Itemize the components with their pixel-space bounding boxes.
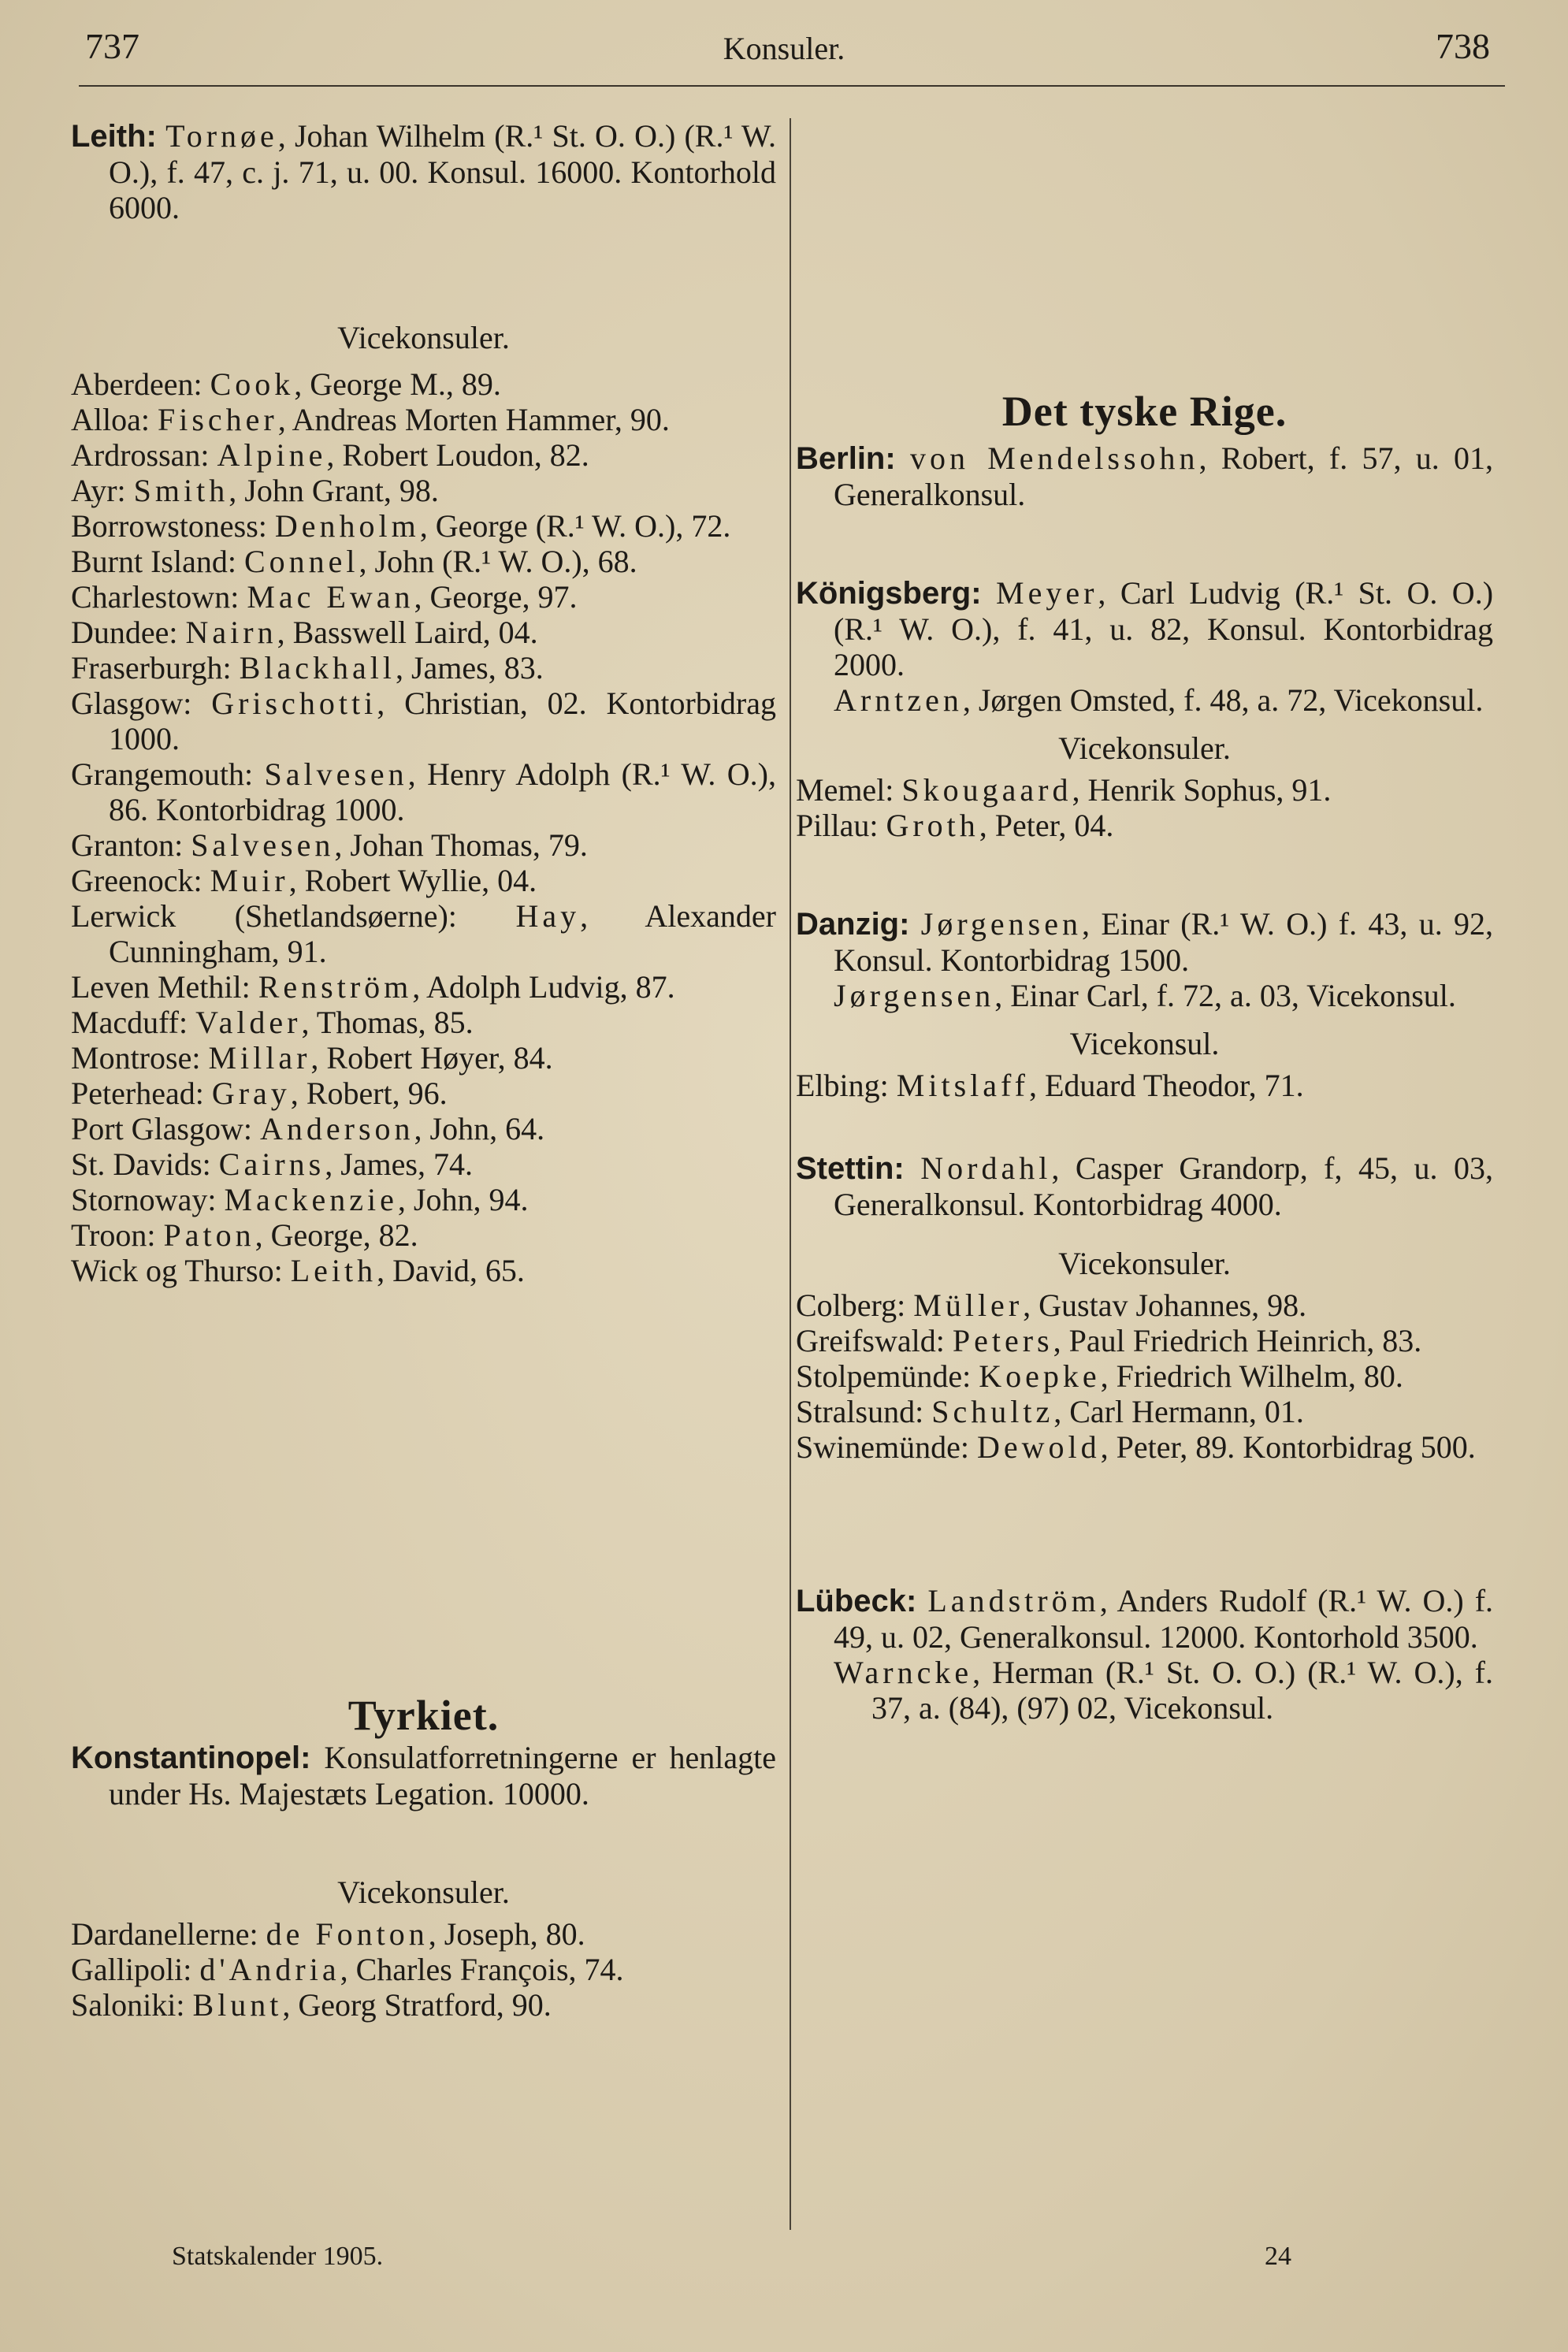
left-column [71,118,776,2023]
entry: Swinemünde: Dewold, Peter, 89. Kontorbidrag 500. [796,1429,1476,1465]
entry: Königsberg: Meyer, Carl Ludvig (R.¹ St. O. O.) (R.¹ W. O.), f. 41, u. 82, Konsul. Kontorbidrag 2000. [796,575,1494,682]
right-column [796,118,1493,1726]
entry: Peterhead: Gray, Robert, 96. [71,1076,448,1111]
country-heading: Tyrkiet. [347,1692,500,1739]
country-heading: Det tyske Rige. [1001,388,1287,435]
footer-left: Statskalender 1905. [172,2242,384,2271]
entry: Fraserburgh: Blackhall, James, 83. [71,650,544,686]
footer-right: 24 [1265,2242,1291,2271]
entry: Macduff: Valder, Thomas, 85. [71,1005,474,1040]
entry: Elbing: Mitslaff, Eduard Theodor, 71. [796,1068,1304,1103]
entry: Alloa: Fischer, Andreas Morten Hammer, 90. [71,402,670,437]
section-heading: Vicekonsuler. [1058,1246,1231,1281]
column-divider [790,118,791,2230]
entry: Stralsund: Schultz, Carl Hermann, 01. [796,1394,1304,1429]
entry: St. Davids: Cairns, James, 74. [71,1146,473,1182]
running-head: Konsuler. [723,31,845,66]
entry: Konstantinopel: Konsulatforretningerne er henlagte under Hs. Majestæts Legation. 10000. [71,1740,776,1811]
entry: Aberdeen: Cook, George M., 89. [71,366,501,402]
entry: Berlin: von Mendelssohn, Robert, f. 57, u. 01, Generalkonsul. [796,440,1494,512]
entry: Stettin: Nordahl, Casper Grandorp, f, 45, u. 03, Generalkonsul. Kontorbidrag 4000. [796,1150,1493,1222]
entry: Jørgensen, Einar Carl, f. 72, a. 03, Vicekonsul. [834,978,1456,1013]
entry: Grangemouth: Salvesen, Henry Adolph (R.¹ W. O.), 86. Kontorbidrag 1000. [71,756,776,827]
entry: Wick og Thurso: Leith, David, 65. [71,1253,525,1288]
entry: Dardanellerne: de Fonton, Joseph, 80. [71,1916,585,1952]
section-heading: Vicekonsuler. [337,320,510,355]
entry: Leven Methil: Renström, Adolph Ludvig, 87. [71,969,675,1005]
entry: Memel: Skougaard, Henrik Sophus, 91. [796,772,1332,808]
entry: Dundee: Nairn, Basswell Laird, 04. [71,615,538,650]
entry: Troon: Paton, George, 82. [71,1217,418,1253]
entry: Arntzen, Jørgen Omsted, f. 48, a. 72, Vicekonsul. [834,682,1484,718]
entry: Glasgow: Grischotti, Christian, 02. Kontorbidrag 1000. [71,686,777,756]
entry: Montrose: Millar, Robert Høyer, 84. [71,1040,553,1076]
entry: Warncke, Herman (R.¹ St. O. O.) (R.¹ W. O.), f. 37, a. (84), (97) 02, Vicekonsul. [834,1655,1493,1726]
entry: Saloniki: Blunt, Georg Stratford, 90. [71,1987,552,2023]
section-heading: Vicekonsul. [1069,1026,1220,1061]
section-heading: Vicekonsuler. [337,1875,510,1910]
entry: Granton: Salvesen, Johan Thomas, 79. [71,827,588,863]
entry: Port Glasgow: Anderson, John, 64. [71,1111,545,1146]
entry: Leith: Tornøe, Johan Wilhelm (R.¹ St. O. O.) (R.¹ W. O.), f. 47, c. j. 71, u. 00. Konsul. 16000. Kontorhold 6000. [71,118,776,225]
entry: Lübeck: Landström, Anders Rudolf (R.¹ W. O.) f. 49, u. 02, Generalkonsul. 12000. Kontorhold 3500. [796,1583,1494,1655]
entry: Burnt Island: Connel, John (R.¹ W. O.), 68. [71,544,637,579]
entry: Stornoway: Mackenzie, John, 94. [71,1182,529,1217]
entry: Colberg: Müller, Gustav Johannes, 98. [796,1287,1307,1323]
page-number-right: 738 [1436,26,1490,66]
entry: Greifswald: Peters, Paul Friedrich Heinrich, 83. [796,1323,1422,1358]
section-heading: Vicekonsuler. [1058,730,1231,766]
page-number-left: 737 [85,26,139,66]
entry: Charlestown: Mac Ewan, George, 97. [71,579,578,615]
entry: Greenock: Muir, Robert Wyllie, 04. [71,863,537,898]
entry: Ardrossan: Alpine, Robert Loudon, 82. [71,437,589,473]
entry: Borrowstoness: Denholm, George (R.¹ W. O.), 72. [71,508,731,544]
entry: Ayr: Smith, John Grant, 98. [71,473,439,508]
header-rule [79,85,1505,87]
entry: Gallipoli: d'Andria, Charles François, 74. [71,1952,624,1987]
entry: Pillau: Groth, Peter, 04. [796,808,1114,843]
entry: Danzig: Jørgensen, Einar (R.¹ W. O.) f. 43, u. 92, Konsul. Kontorbidrag 1500. [796,906,1493,978]
entry: Stolpemünde: Koepke, Friedrich Wilhelm, 80. [796,1358,1403,1394]
entry: Lerwick (Shetlandsøerne): Hay, Alexander Cunningham, 91. [71,898,776,969]
